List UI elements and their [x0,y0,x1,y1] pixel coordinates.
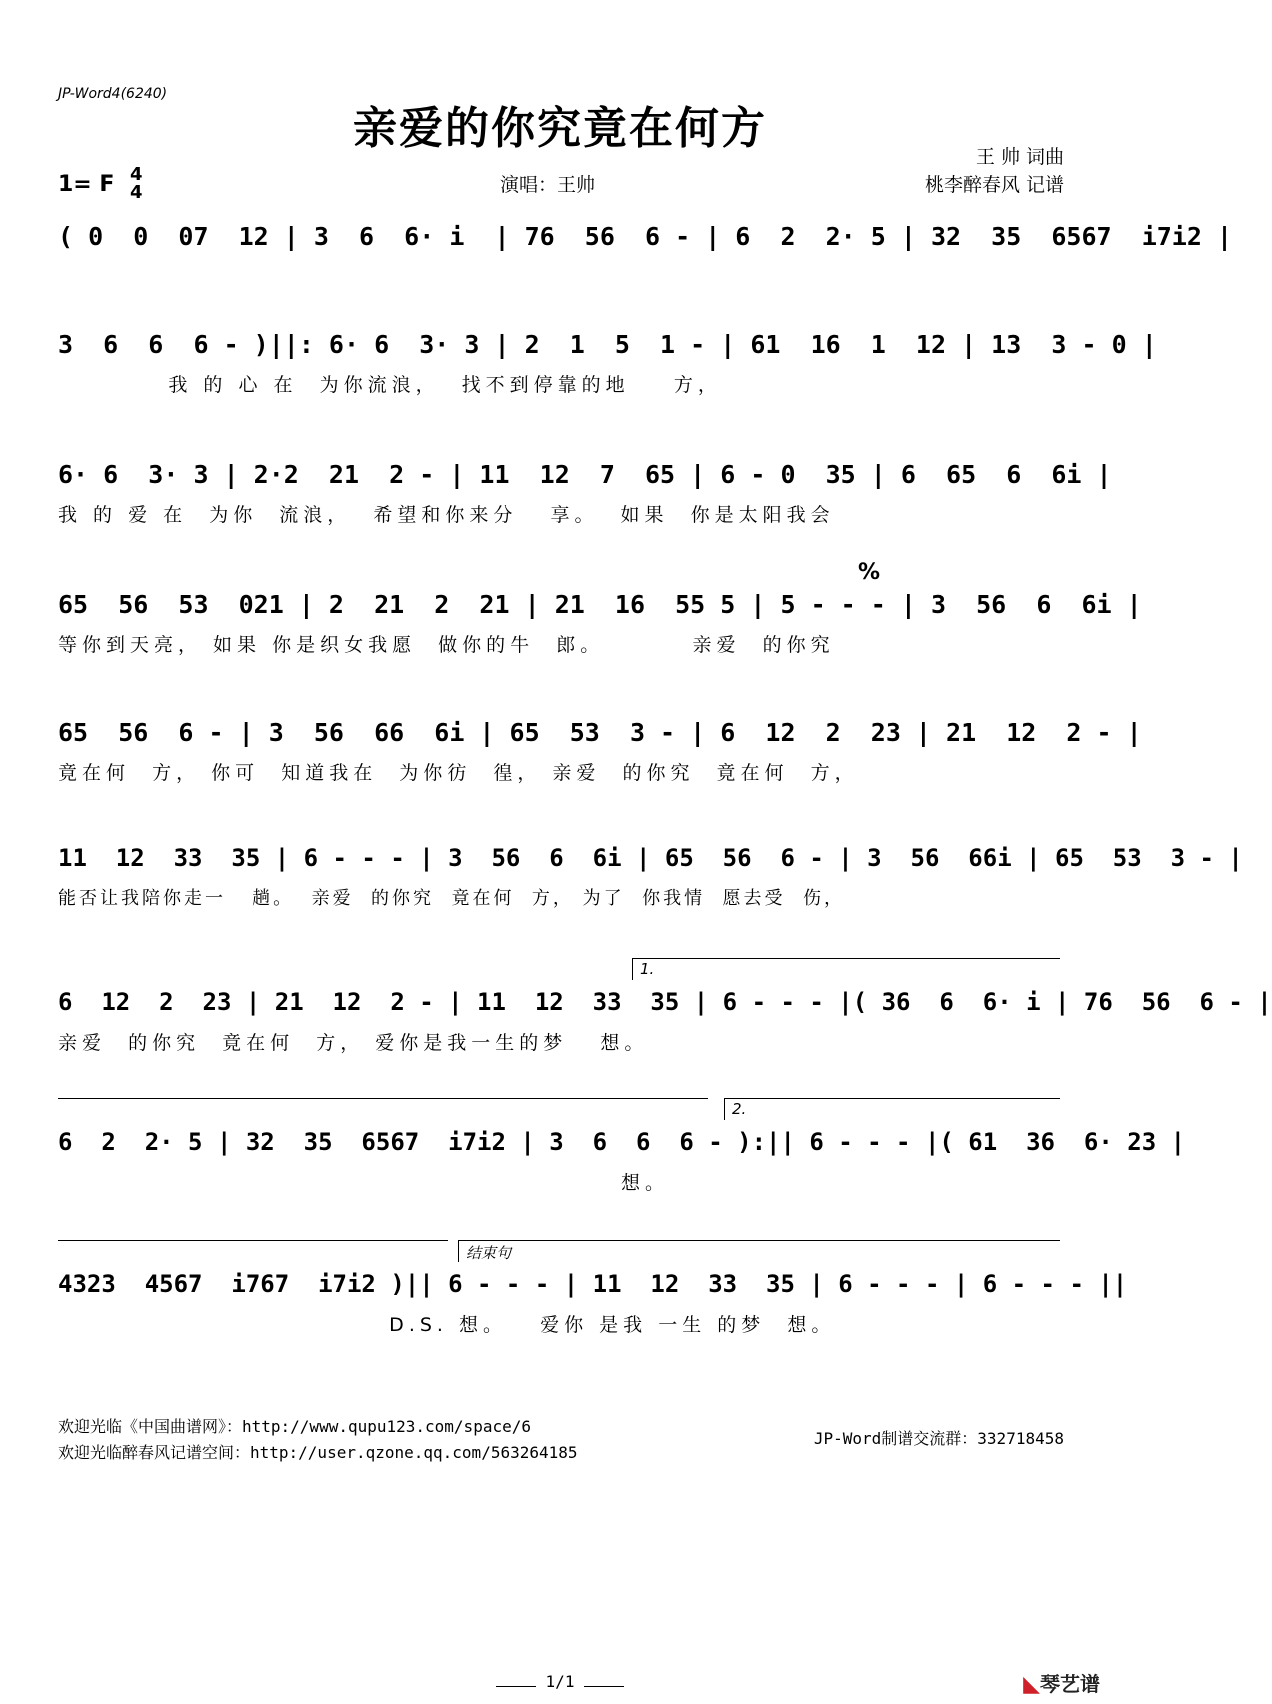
ending-bracket-edge [458,1240,459,1262]
lyric-line: 想。 [58,1172,670,1194]
footer-group: JP-Word制谱交流群：332718458 [813,1429,1064,1448]
brand-logo: ◣琴艺谱 [1023,1672,1100,1697]
volta-2-bracket-edge [724,1098,725,1120]
lyric-line: 亲爱 的你究 竟在何 方， 爱你是我一生的梦 想。 [58,1032,649,1054]
footer-space-link[interactable]: 欢迎光临醉春风记谱空间：http://user.qzone.qq.com/563264185 [58,1443,578,1462]
volta-2-bracket [724,1098,1060,1099]
lyric-line: D.S. 想。 爱你 是我 一生 的梦 想。 [58,1314,836,1336]
time-signature: 4 4 [130,164,143,203]
notation-line: 11 12 33 35 | 6 - - - | 3 56 6 6i | 65 56 6 - | 3 56 66i | 65 53 3 - | [58,844,1243,872]
volta-2-continuation [58,1240,448,1241]
notation-line: 3 6 6 6 - )||: 6· 6 3· 3 | 2 1 5 1 - | 61 16 1 12 | 13 3 - 0 | [58,330,1157,359]
footer-site-link[interactable]: 欢迎光临《中国曲谱网》：http://www.qupu123.com/space/6 [58,1417,531,1436]
volta-1-label: 1. [640,960,655,978]
volta-1-bracket-edge [632,958,633,980]
lyric-line: 等你到天亮， 如果 你是织女我愿 做你的牛 郎。 亲爱 的你究 [58,634,835,656]
volta-1-continuation [58,1098,708,1099]
ending-label: 结束句 [466,1244,512,1262]
notation-line: 6 2 2· 5 | 32 35 6567 i7i2 | 3 6 6 6 - ):|| 6 - - - |( 61 36 6· 23 | [58,1128,1186,1156]
song-title: 亲爱的你究竟在何方 [353,103,767,154]
lyric-line: 能否让我陪你走一 趟。 亲爱 的你究 竟在何 方， 为了 你我情 愿去受 伤， [58,888,845,909]
lyric-line: 竟在何 方， 你可 知道我在 为你彷 徨， 亲爱 的你究 竟在何 方， [58,762,859,784]
credit-notation: 桃李醉春风 记谱 [924,174,1064,196]
singer: 演唱：王帅 [500,174,596,196]
ending-bracket [458,1240,1060,1241]
notation-line: 6· 6 3· 3 | 2·2 21 2 - | 11 12 7 65 | 6 - 0 35 | 6 65 6 6i | [58,460,1112,489]
notation-line: ( 0 0 07 12 | 3 6 6· i | 76 56 6 - | 6 2 2· 5 | 32 35 6567 i7i2 | [58,222,1232,251]
notation-line: 6 12 2 23 | 21 12 2 - | 11 12 33 35 | 6 - - - |( 36 6 6· i | 76 56 6 - | [58,988,1272,1016]
software-version: JP-Word4(6240) [58,86,168,102]
page-number: 1/1 [0,1672,1120,1691]
credit-lyric-music: 王 帅 词曲 [975,146,1064,168]
notation-line: 65 56 6 - | 3 56 66 6i | 65 53 3 - | 6 12 2 23 | 21 12 2 - | [58,718,1142,747]
brand-mark-icon: ◣ [1023,1672,1040,1697]
volta-1-bracket [632,958,1060,959]
volta-2-label: 2. [732,1100,747,1118]
notation-line: 4323 4567 i767 i7i2 )|| 6 - - - | 11 12 33 35 | 6 - - - | 6 - - - || [58,1270,1128,1298]
notation-line: 65 56 53 021 | 2 21 2 21 | 21 16 55 5 | 5 - - - | 3 56 6 6i | [58,590,1142,619]
segno-mark: % [858,560,881,585]
lyric-line: 我 的 爱 在 为你 流浪， 希望和你来分 享。 如果 你是太阳我会 [58,504,835,526]
key-signature: 1= F [58,172,115,197]
lyric-line: 我 的 心 在 为你流浪， 找不到停靠的地 方， [58,374,722,396]
